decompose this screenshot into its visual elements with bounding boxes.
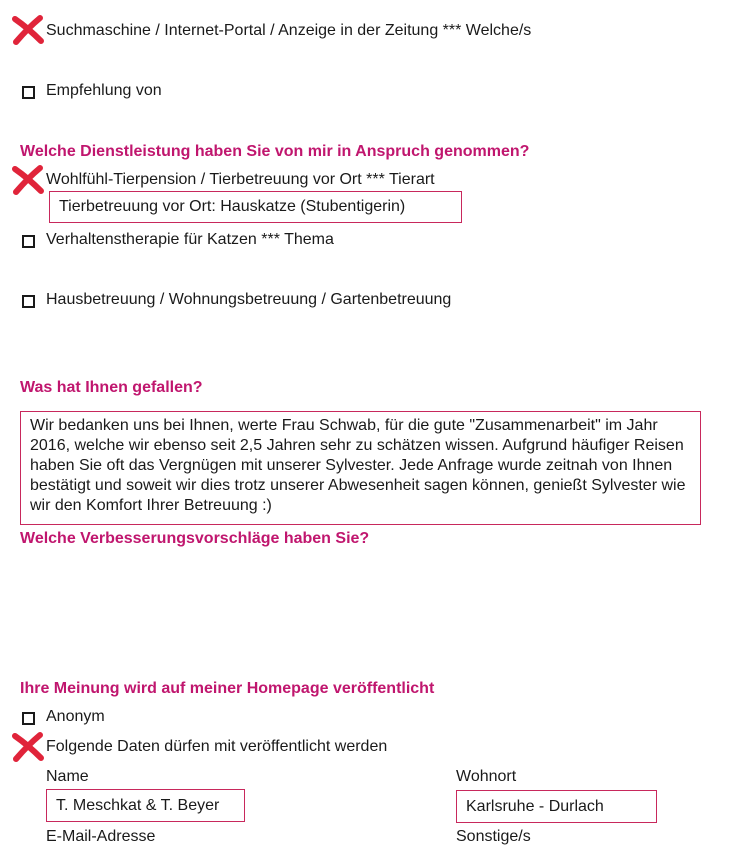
- checkbox-recommend[interactable]: [22, 86, 35, 99]
- liked-heading: Was hat Ihnen gefallen?: [20, 379, 203, 396]
- publish-heading: Ihre Meinung wird auf meiner Homepage veröffentlicht: [20, 680, 435, 697]
- option-search-label: Suchmaschine / Internet-Portal / Anzeige in der Zeitung *** Welche/s: [46, 22, 532, 39]
- name-label: Name: [46, 768, 89, 785]
- name-field[interactable]: T. Meschkat & T. Beyer: [46, 789, 245, 822]
- checkbox-anonym[interactable]: [22, 712, 35, 725]
- email-label: E-Mail-Adresse: [46, 828, 156, 845]
- checkbox-house[interactable]: [22, 295, 35, 308]
- city-field[interactable]: Karlsruhe - Durlach: [456, 790, 657, 823]
- liked-textarea[interactable]: Wir bedanken uns bei Ihnen, werte Frau Schwab, für die gute "Zusammenarbeit" im Jahr 2016, welche wir ebenso seit 2,5 Jahren sehr zu schätzen wissen. Aufgrund häufiger Reisen haben Sie oft das Vergnügen mit unserer Sylvester. Jede Anfrage wurde zeitnah von Ihnen bestätigt und soweit wir dies trotz unserer Abwesenheit sagen können, genießt Sylvester wie wir den Komfort Ihrer Betreuung :): [20, 411, 701, 525]
- improve-heading: Welche Verbesserungsvorschläge haben Sie?: [20, 530, 370, 547]
- option-pension-label: Wohlfühl-Tierpension / Tierbetreuung vor Ort *** Tierart: [46, 171, 435, 188]
- option-data-label: Folgende Daten dürfen mit veröffentlicht werden: [46, 738, 388, 755]
- other-label: Sonstige/s: [456, 828, 531, 845]
- checkbox-therapy[interactable]: [22, 235, 35, 248]
- city-label: Wohnort: [456, 768, 517, 785]
- option-house-label: Hausbetreuung / Wohnungsbetreuung / Gartenbetreuung: [46, 291, 452, 308]
- option-anon-label: Anonym: [46, 708, 105, 725]
- checked-cross-icon[interactable]: [12, 15, 44, 45]
- checked-cross-icon[interactable]: [12, 732, 44, 762]
- option-therapy-label: Verhaltenstherapie für Katzen *** Thema: [46, 231, 334, 248]
- option-recommend-label: Empfehlung von: [46, 82, 162, 99]
- checked-cross-icon[interactable]: [12, 165, 44, 195]
- service-heading: Welche Dienstleistung haben Sie von mir in Anspruch genommen?: [20, 143, 530, 160]
- pension-animal-field[interactable]: Tierbetreuung vor Ort: Hauskatze (Stubentigerin): [49, 191, 462, 223]
